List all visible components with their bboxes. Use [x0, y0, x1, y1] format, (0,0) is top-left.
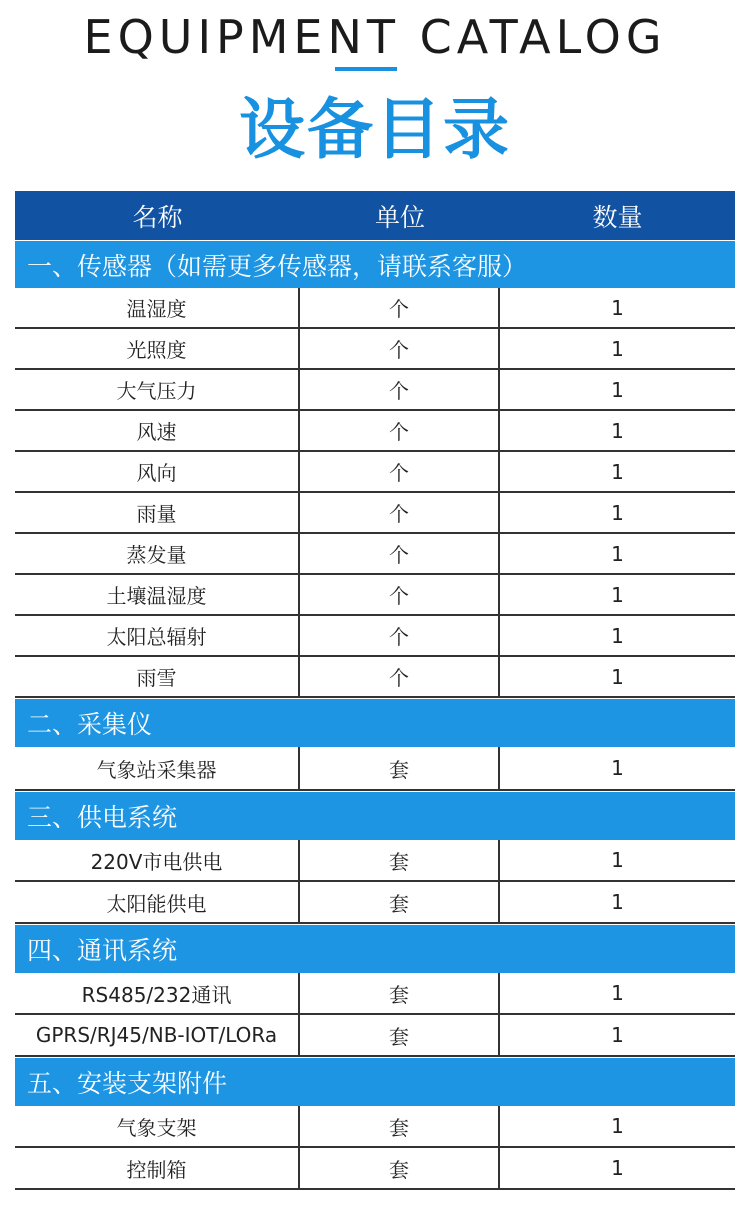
section-collector: 二、采集仪 — [15, 698, 735, 747]
cell-unit: 个 — [300, 288, 500, 327]
cell-name: 风速 — [15, 411, 300, 450]
cell-name: 气象支架 — [15, 1106, 300, 1146]
table-row — [15, 329, 735, 370]
section-power: 三、供电系统 — [15, 791, 735, 840]
title-english: EQUIPMENT CATALOG — [83, 10, 667, 64]
cell-name: 温湿度 — [15, 288, 300, 327]
title-chinese: 设备目录 — [239, 91, 511, 168]
cell-unit: 个 — [300, 370, 500, 409]
cell-unit: 套 — [300, 747, 500, 789]
table-row — [15, 747, 735, 791]
cell-qty: 1 — [611, 664, 624, 689]
cell-unit: 个 — [300, 493, 500, 532]
cell-name: 太阳能供电 — [15, 882, 300, 922]
cell-unit: 套 — [300, 882, 500, 922]
table-row — [15, 1106, 735, 1148]
cell-qty: 1 — [611, 981, 624, 1005]
table-row — [15, 1015, 735, 1057]
cell-name: 气象站采集器 — [15, 747, 300, 789]
table-row — [15, 370, 735, 411]
table-row — [15, 657, 735, 698]
cell-unit: 个 — [300, 657, 500, 696]
cell-qty: 1 — [611, 295, 624, 320]
table-row — [15, 288, 735, 329]
cell-unit: 套 — [300, 1106, 500, 1146]
cell-qty: 1 — [611, 1114, 624, 1138]
cell-unit: 个 — [300, 411, 500, 450]
table-row — [15, 616, 735, 657]
cell-qty: 1 — [611, 623, 624, 648]
table-row — [15, 840, 735, 882]
table-row — [15, 1148, 735, 1190]
table-row — [15, 575, 735, 616]
cell-qty: 1 — [611, 336, 624, 361]
cell-name: 控制箱 — [15, 1148, 300, 1188]
cell-qty: 1 — [611, 377, 624, 402]
cell-name: 雨雪 — [15, 657, 300, 696]
cell-name: 光照度 — [15, 329, 300, 368]
equipment-table — [15, 191, 735, 1190]
cell-unit: 套 — [300, 973, 500, 1013]
table-row — [15, 534, 735, 575]
cell-name: 太阳总辐射 — [15, 616, 300, 655]
cell-unit: 个 — [300, 329, 500, 368]
header-unit: 单位 — [374, 202, 425, 232]
cell-name: RS485/232通讯 — [15, 973, 300, 1013]
header-qty: 数量 — [592, 202, 643, 232]
cell-qty: 1 — [611, 500, 624, 525]
section-communication: 四、通讯系统 — [15, 924, 735, 973]
cell-qty: 1 — [611, 848, 624, 872]
table-header — [15, 191, 735, 240]
cell-name: 蒸发量 — [15, 534, 300, 573]
header-name: 名称 — [132, 202, 183, 232]
cell-name: GPRS/RJ45/NB-IOT/LORa — [15, 1015, 300, 1055]
section-mounting: 五、安装支架附件 — [15, 1057, 735, 1106]
cell-qty: 1 — [611, 582, 624, 607]
cell-qty: 1 — [611, 890, 624, 914]
cell-unit: 个 — [300, 575, 500, 614]
cell-name: 220V市电供电 — [15, 840, 300, 880]
table-row — [15, 452, 735, 493]
cell-name: 雨量 — [15, 493, 300, 532]
cell-unit: 个 — [300, 534, 500, 573]
table-row — [15, 493, 735, 534]
section-sensors: 一、传感器（如需更多传感器，请联系客服） — [15, 240, 735, 288]
cell-qty: 1 — [611, 541, 624, 566]
cell-qty: 1 — [611, 1156, 624, 1180]
cell-name: 大气压力 — [15, 370, 300, 409]
cell-unit: 套 — [300, 1015, 500, 1055]
table-row — [15, 882, 735, 924]
cell-qty: 1 — [611, 418, 624, 443]
table-row — [15, 973, 735, 1015]
cell-name: 土壤温湿度 — [15, 575, 300, 614]
table-row — [15, 411, 735, 452]
cell-qty: 1 — [611, 1023, 624, 1047]
cell-name: 风向 — [15, 452, 300, 491]
cell-unit: 个 — [300, 452, 500, 491]
cell-unit: 套 — [300, 1148, 500, 1188]
cell-qty: 1 — [611, 756, 624, 780]
cell-qty: 1 — [611, 459, 624, 484]
title-divider — [335, 67, 397, 71]
cell-unit: 个 — [300, 616, 500, 655]
cell-unit: 套 — [300, 840, 500, 880]
